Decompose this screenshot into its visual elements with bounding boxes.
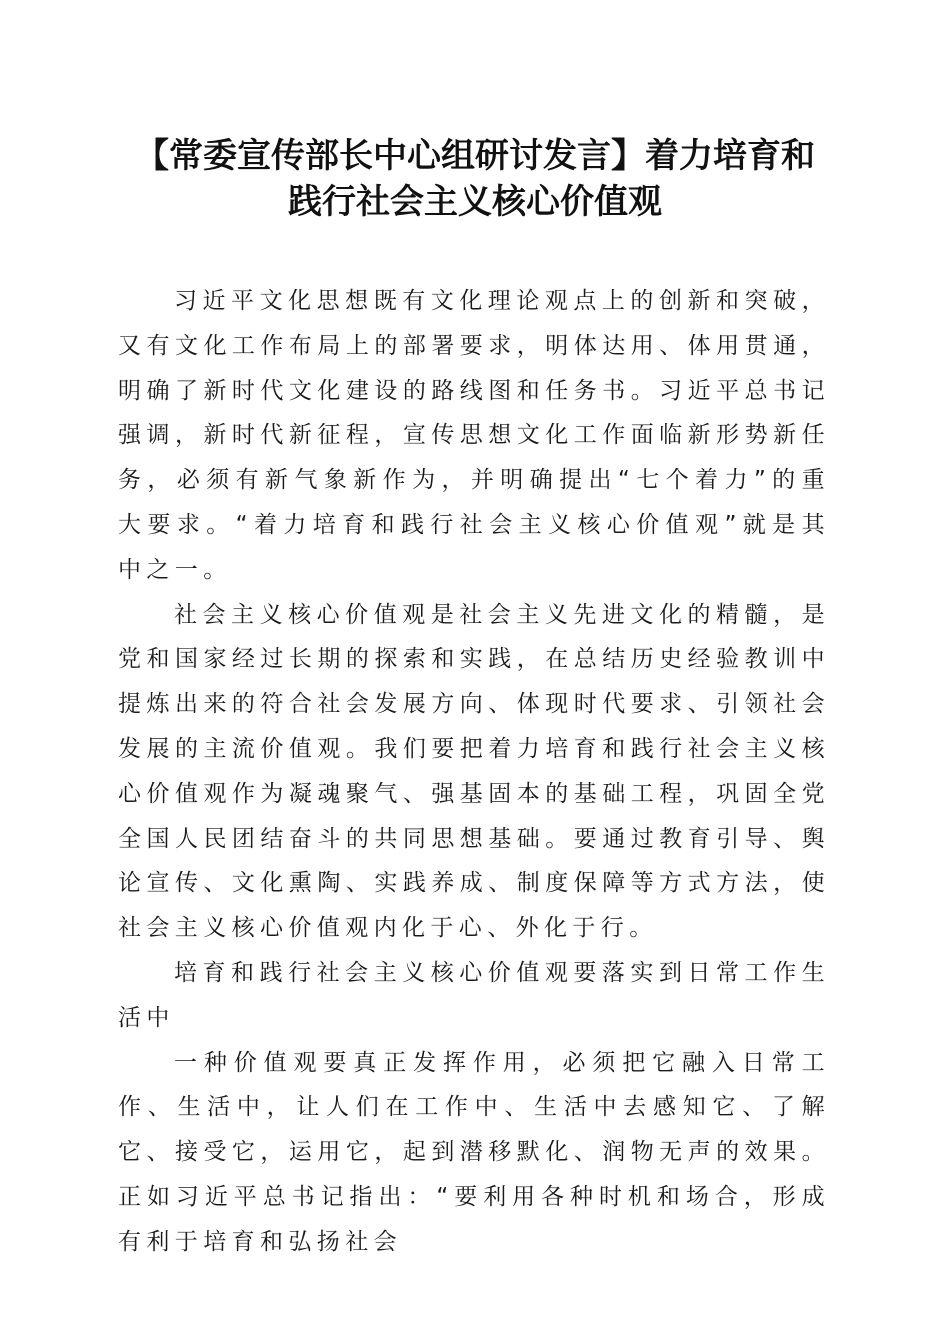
title-line-2: 践行社会主义核心价值观: [288, 182, 662, 222]
section-heading: 培育和践行社会主义核心价值观要落实到日常工作生活中: [118, 959, 830, 1031]
document-body: [118, 279, 830, 1265]
title-line-1: 【常委宣传部长中心组研讨发言】着力培育和: [135, 136, 815, 176]
paragraph-3: 一种价值观要真正发挥作用，必须把它融入日常工作、生活中，让人们在工作中、生活中去感知它、了解它、接受它，运用它，起到潜移默化、润物无声的效果。正如习近平总书记指出：“要利用各种时机和场合，形成有利于培育和弘扬社会: [118, 1049, 830, 1255]
paragraph-2: 社会主义核心价值观是社会主义先进文化的精髓，是党和国家经过长期的探索和实践，在总结历史经验教训中提炼出来的符合社会发展方向、体现时代要求、引领社会发展的主流价值观。我们要把着力培育和践行社会主义核心价值观作为凝魂聚气、强基固本的基础工程，巩固全党全国人民团结奋斗的共同思想基础。要通过教育引导、舆论宣传、文化熏陶、实践养成、制度保障等方式方法，使社会主义核心价值观内化于心、外化于行。: [118, 601, 830, 942]
document-title: [110, 133, 840, 225]
paragraph-1: 习近平文化思想既有文化理论观点上的创新和突破，又有文化工作布局上的部署要求，明体达用、体用贯通，明确了新时代文化建设的路线图和任务书。习近平总书记强调，新时代新征程，宣传思想文化工作面临新形势新任务，必须有新气象新作为，并明确提出“七个着力”的重大要求。“着力培育和践行社会主义核心价值观”就是其中之一。: [118, 288, 830, 583]
